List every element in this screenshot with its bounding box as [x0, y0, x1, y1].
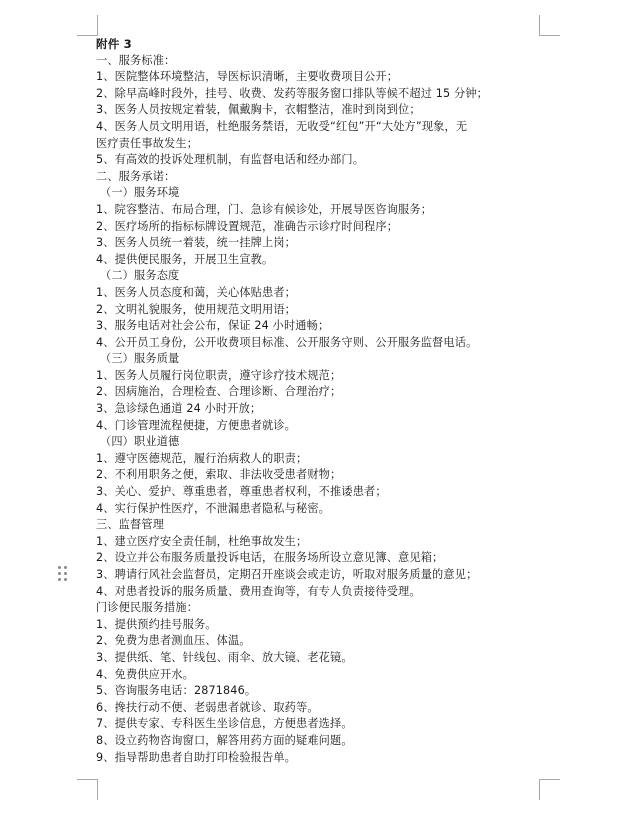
paragraph-line: 2、医疗场所的指标标牌设置规范，准确告示诊疗时间程序； [96, 219, 399, 233]
paragraph-line: 2、设立并公布服务质量投诉电话，在服务场所设立意见簿、意见箱； [96, 551, 444, 565]
section-heading: 二、服务承诺： [96, 169, 176, 183]
paragraph-line: 1、医院整体环境整洁，导医标识清晰，主要收费项目公开； [96, 70, 399, 84]
paragraph-line: 7、提供专家、专科医生坐诊信息，方便患者选择。 [96, 717, 353, 731]
paragraph-line: 4、医务人员文明用语，杜绝服务禁语，无收受“红包”开“大处方”现象，无 [96, 119, 468, 133]
paragraph-line: 4、公开员工身份，公开收费项目标准、公开服务守则、公开服务监督电话。 [96, 335, 478, 349]
paragraph-drag-handle-icon[interactable] [58, 566, 68, 582]
paragraph-line: 3、急诊绿色通道 24 小时开放； [96, 402, 262, 416]
paragraph-line: 1、医务人员态度和蔼，关心体贴患者； [96, 285, 297, 299]
paragraph-line: 1、医务人员履行岗位职责，遵守诊疗技术规范； [96, 368, 342, 382]
section-heading: 三、监督管理 [96, 518, 165, 532]
paragraph-line: 5、咨询服务电话：2871846。 [96, 684, 257, 698]
section-heading: 门诊便民服务措施： [96, 601, 199, 615]
paragraph-line: 2、不利用职务之便，索取、非法收受患者财物； [96, 468, 342, 482]
page-corner-top-left [77, 15, 98, 36]
paragraph-line: 6、搀扶行动不便、老弱患者就诊、取药等。 [96, 700, 319, 714]
document-title: 附件 3 [96, 37, 132, 51]
paragraph-line: 2、因病施治，合理检查、合理诊断、合理治疗； [96, 385, 342, 399]
paragraph-line: 1、遵守医德规范，履行治病救人的职责； [96, 451, 308, 465]
paragraph-line: 4、门诊管理流程便捷，方便患者就诊。 [96, 418, 297, 432]
section-heading: 一、服务标准： [96, 53, 176, 67]
paragraph-line: 9、指导帮助患者自助打印检验报告单。 [96, 750, 297, 764]
subsection-heading: （四）职业道德 [100, 435, 180, 449]
paragraph-line: 医疗责任事故发生； [96, 136, 199, 150]
paragraph-line: 3、服务电话对社会公布，保证 24 小时通畅； [96, 319, 330, 333]
paragraph-line: 5、有高效的投诉处理机制，有监督电话和经办部门。 [96, 153, 365, 167]
paragraph-line: 4、对患者投诉的服务质量、费用查询等，有专人负责接待受理。 [96, 584, 421, 598]
paragraph-line: 1、建立医疗安全责任制，杜绝事故发生； [96, 534, 308, 548]
document-body[interactable] [96, 36, 546, 766]
paragraph-line: 4、免费供应开水。 [96, 667, 194, 681]
paragraph-line: 3、医务人员按规定着装，佩戴胸卡，衣帽整洁，准时到岗到位； [96, 103, 421, 117]
paragraph-line: 4、提供便民服务，开展卫生宣教。 [96, 252, 274, 266]
paragraph-line: 3、医务人员统一着装，统一挂牌上岗； [96, 236, 297, 250]
paragraph-line: 8、设立药物咨询窗口，解答用药方面的疑难问题。 [96, 733, 353, 747]
paragraph-line: 3、关心、爱护、尊重患者，尊重患者权利，不推诿患者； [96, 485, 387, 499]
subsection-heading: （三）服务质量 [100, 352, 180, 366]
paragraph-line: 3、提供纸、笔、针线包、雨伞、放大镜、老花镜。 [96, 650, 353, 664]
paragraph-line: 2、免费为患者测血压、体温。 [96, 634, 251, 648]
subsection-heading: （二）服务态度 [100, 269, 180, 283]
paragraph-line: 1、院容整洁、布局合理，门、急诊有候诊处，开展导医咨询服务； [96, 202, 433, 216]
page-corner-bottom-left [77, 779, 98, 800]
paragraph-line: 4、实行保护性医疗，不泄漏患者隐私与秘密。 [96, 501, 331, 515]
page-corner-bottom-right [539, 779, 560, 800]
paragraph-line: 2、除早高峰时段外，挂号、收费、发药等服务窗口排队等候不超过 15 分钟； [96, 86, 489, 100]
paragraph-line: 2、文明礼貌服务，使用规范文明用语； [96, 302, 297, 316]
subsection-heading: （一）服务环境 [100, 186, 180, 200]
page-corner-top-right [539, 15, 560, 36]
paragraph-line: 1、提供预约挂号服务。 [96, 617, 217, 631]
paragraph-line: 3、聘请行风社会监督员，定期召开座谈会或走访，听取对服务质量的意见； [96, 568, 478, 581]
